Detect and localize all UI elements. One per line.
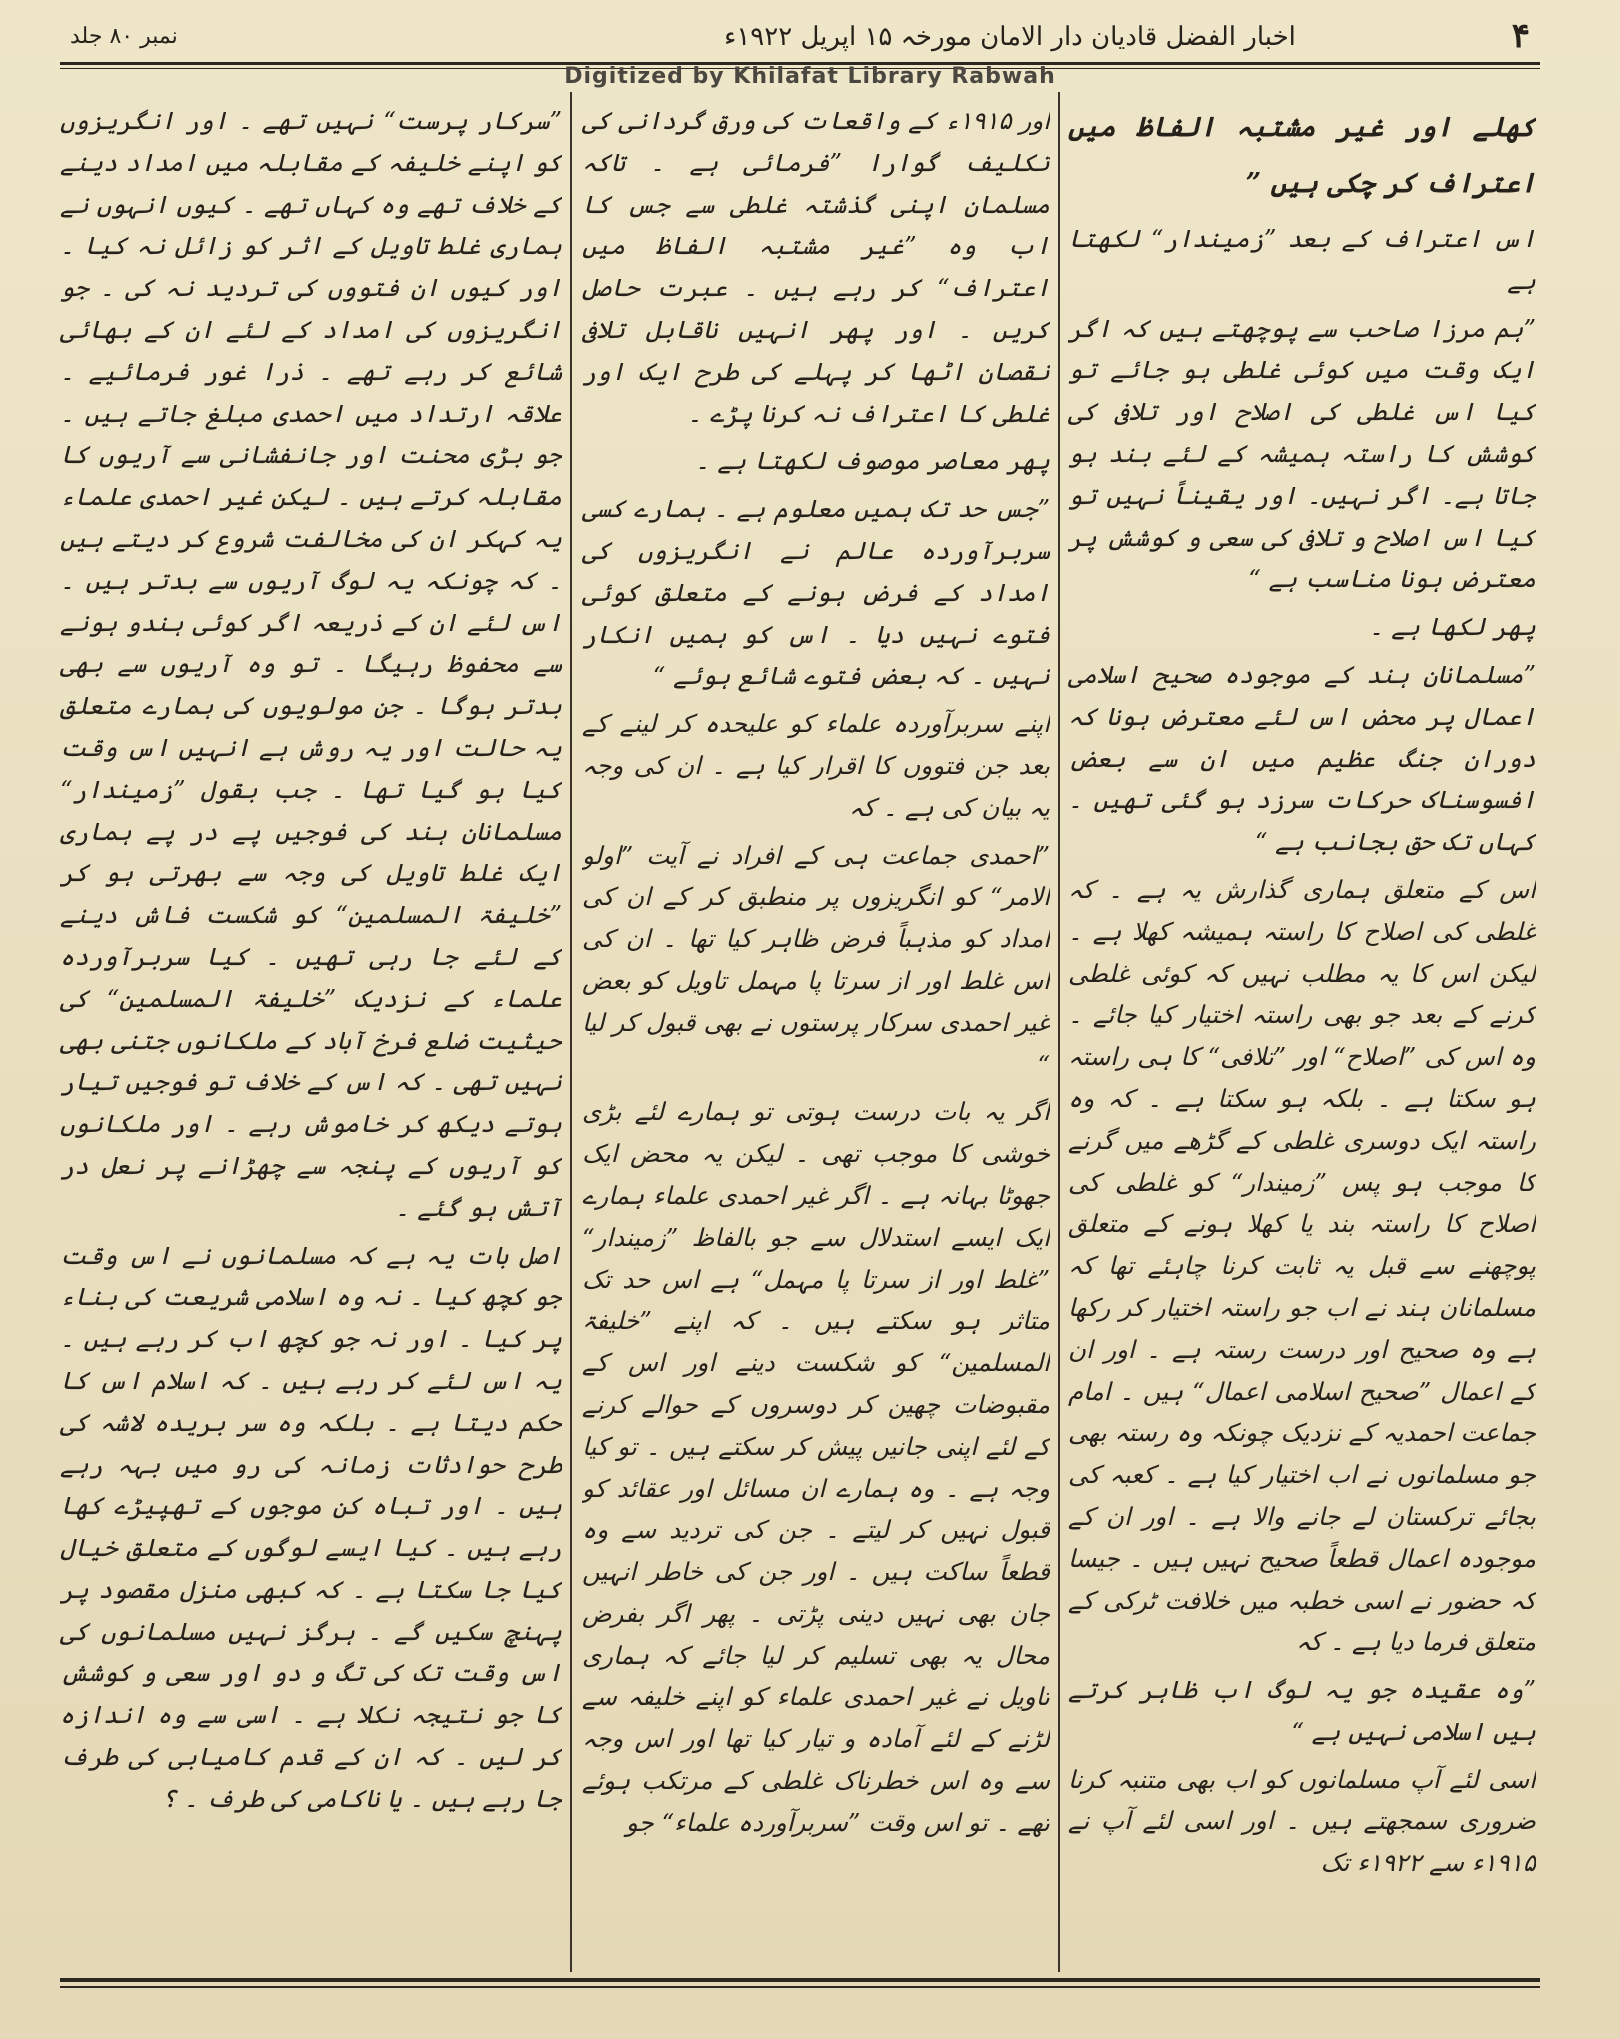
column-middle <box>582 100 1050 1970</box>
quote-paragraph: ”جس حد تک ہمیں معلوم ہے ۔ ہمارے کسی سربرآوردہ عالم نے انگریزوں کی امداد کے فرض ہونے کے متعلق کوئی فتوے نہیں دیا ۔ اس کو ہمیں انکار نہیں ۔ کہ بعض فتوے شائع ہوئے “ <box>582 494 1050 691</box>
paragraph: اگر یہ بات درست ہوتی تو ہمارے لئے بڑی خوشی کا موجب تھی ۔ لیکن یہ محض ایک جھوٹا بہانہ ہے ۔ اگر غیر احمدی علماء ہمارے ایک ایسے استدلال سے جو بالفاظ ”زمیندار“ ”غلط اور از سرتا پا مہمل“ ہے اس حد تک متاثر ہو سکتے ہیں ۔ کہ اپنے ”خلیفۃ المسلمین“ کو شکست دینے اور اس کے مقبوضات چھین کر دوسروں کے حوالے کرنے کے لئے اپنی جانیں پیش کر سکتے ہیں ۔ تو کیا وجہ ہے ۔ وہ ہمارے ان مسائل اور عقائد کو قبول نہیں کر لیتے ۔ جن کی تردید سے وہ قطعاً ساکت ہیں ۔ اور جن کی خاطر انہیں جان بھی نہیں دینی پڑتی ۔ پھر اگر بفرض محال یہ بھی تسلیم کر لیا جائے کہ ہماری تاویل نے غیر احمدی علماء کو اپنے خلیفہ سے لڑنے کے لئے آمادہ و تیار کیا تھا اور اس وجہ سے وہ اس خطرناک غلطی کے مرتکب ہوئے تھے ۔ تو اس وقت ”سربرآوردہ علماء“ جو <box>582 1097 1050 1837</box>
issue-number: نمبر ۸۰ جلد <box>70 24 178 49</box>
paragraph: اسی لئے آپ مسلمانوں کو اب بھی متنبہ کرنا ضروری سمجھتے ہیں ۔ اور اسی لئے آپ نے ۱۹۱۵ء سے ۱۹۲۲ء تک <box>1068 1764 1536 1878</box>
paragraph: اصل بات یہ ہے کہ مسلمانوں نے اس وقت جو کچھ کیا ۔ نہ وہ اسلامی شریعت کی بناء پر کیا ۔ اور نہ جو کچھ اب کر رہے ہیں ۔ یہ اس لئے کر رہے ہیں ۔ کہ اسلام اس کا حکم دیتا ہے ۔ بلکہ وہ سر بریدہ لاشہ کی طرح حوادثات زمانہ کی رو میں بہہ رہے ہیں ۔ اور تباہ کن موجوں کے تھپیڑے کھا رہے ہیں ۔ کیا ایسے لوگوں کے متعلق خیال کیا جا سکتا ہے ۔ کہ کبھی منزل مقصود پر پہنچ سکیں گے ۔ ہرگز نہیں مسلمانوں کی اس وقت تک کی تگ و دو اور سعی و کوشش کا جو نتیجہ نکلا ہے ۔ اسی سے وہ اندازہ کر لیں ۔ کہ ان کے قدم کامیابی کی طرف جا رہے ہیں ۔ یا ناکامی کی طرف ۔ ؟ <box>60 1240 562 1813</box>
quote-paragraph: ”ہم مرزا صاحب سے پوچھتے ہیں کہ اگر ایک وقت میں کوئی غلطی ہو جائے تو کیا اس غلطی کی اصلاح اور تلافی کی کوشش کا راستہ ہمیشہ کے لئے بند ہو جاتا ہے۔ اگر نہیں۔ اور یقیناً نہیں تو کیا اس اصلاح و تلافی کی سعی و کوشش پر معترض ہونا مناسب ہے “ <box>1068 313 1536 594</box>
paragraph: اس اعتراف کے بعد ”زمیندار“ لکھتا ہے <box>1068 224 1536 295</box>
quote-paragraph: ”مسلمانان ہند کے موجودہ صحیح اسلامی اعمال پر محض اس لئے معترض ہونا کہ دوران جنگ عظیم میں ان سے بعض افسوسناک حرکات سرزد ہو گئی تھیں ۔ کہاں تک حق بجانب ہے “ <box>1068 659 1536 857</box>
paragraph: اپنے سربرآوردہ علماء کو علیحدہ کر لینے کے بعد جن فتووں کا اقرار کیا ہے ۔ ان کی وجہ یہ بیان کی ہے ۔ کہ <box>582 709 1050 822</box>
column-left <box>60 100 562 1970</box>
page-number: ۴ <box>1511 16 1530 56</box>
column-right <box>1068 100 1536 1970</box>
paragraph: اس کے متعلق ہماری گذارش یہ ہے ۔ کہ غلطی کی اصلاح کا راستہ ہمیشہ کھلا ہے ۔ لیکن اس کا یہ مطلب نہیں کہ کوئی غلطی کرنے کے بعد جو بھی راستہ اختیار کیا جائے ۔ وہ اس کی ”اصلاح“ اور ”تلافی“ کا ہی راستہ ہو سکتا ہے ۔ بلکہ ہو سکتا ہے ۔ کہ وہ راستہ ایک دوسری غلطی کے گڑھے میں گرنے کا موجب ہو پس ”زمیندار“ کو غلطی کی اصلاح کا راستہ بند یا کھلا ہونے کے متعلق پوچھنے سے قبل یہ ثابت کرنا چاہئے تھا کہ مسلمانان ہند نے اب جو راستہ اختیار کر رکھا ہے وہ صحیح اور درست رستہ ہے ۔ اور ان کے اعمال ”صحیح اسلامی اعمال“ ہیں ۔ امام جماعت احمدیہ کے نزدیک چونکہ وہ رستہ بھی جو مسلمانوں نے اب اختیار کیا ہے ۔ کعبہ کی بجائے ترکستان لے جانے والا ہے ۔ اور ان کے موجودہ اعمال قطعاً صحیح نہیں ہیں ۔ جیسا کہ حضور نے اسی خطبہ میں خلافت ٹرکی کے متعلق فرما دیا ہے ۔ کہ <box>1068 874 1536 1657</box>
quote-paragraph: ”احمدی جماعت ہی کے افراد نے آیت ”اولو الامر“ کو انگریزوں پر منطبق کر کے ان کی امداد کو مذہباً فرض ظاہر کیا تھا ۔ ان کی اس غلط اور از سرتا پا مہمل تاویل کو بعض غیر احمدی سرکار پرستوں نے بھی قبول کر لیا “ <box>582 840 1050 1079</box>
paragraph: پھر معاصر موصوف لکھتا ہے ۔ <box>695 446 1050 476</box>
paragraph: ”سرکار پرست“ نہیں تھے ۔ اور انگریزوں کو اپنے خلیفہ کے مقابلہ میں امداد دینے کے خلاف تھے وہ کہاں تھے ۔ کیوں انہوں نے ہماری غلط تاویل کے اثر کو زائل نہ کیا ۔ اور کیوں ان فتووں کی تردید نہ کی ۔ جو انگریزوں کی امداد کے لئے ان کے بھائی شائع کر رہے تھے ۔ ذرا غور فرمائیے ۔ علاقہ ارتداد میں احمدی مبلغ جاتے ہیں ۔ جو بڑی محنت اور جانفشانی سے آریوں کا مقابلہ کرتے ہیں ۔ لیکن غیر احمدی علماء یہ کہکر ان کی مخالفت شروع کر دیتے ہیں ۔ کہ چونکہ یہ لوگ آریوں سے بدتر ہیں ۔ اس لئے ان کے ذریعہ اگر کوئی ہندو ہونے سے محفوظ رہیگا ۔ تو وہ آریوں سے بھی بدتر ہوگا ۔ جن مولویوں کی ہمارے متعلق یہ حالت اور یہ روش ہے انہیں اس وقت کیا ہو گیا تھا ۔ جب بقول ”زمیندار“ مسلمانان ہند کی فوجیں پے در پے ہماری ایک غلط تاویل کی وجہ سے بھرتی ہو کر ”خلیفۃ المسلمین“ کو شکست فاش دینے کے لئے جا رہی تھیں ۔ کیا سربرآوردہ علماء کے نزدیک ”خلیفۃ المسلمین“ کی حیثیت ضلع فرخ آباد کے ملکانوں جتنی بھی نہیں تھی ۔ کہ اس کے خلاف تو فوجیں تیار ہوتے دیکھ کر خاموش رہے ۔ اور ملکانوں کو آریوں کے پنجہ سے چھڑانے پر نعل در آتش ہو گئے ۔ <box>60 106 562 1222</box>
masthead-line: اخبار الفضل قادیان دار الامان مورخہ ۱۵ اپریل ۱۹۲۲ء <box>724 22 1296 52</box>
column-divider-right <box>1058 92 1060 1972</box>
column-divider-left <box>570 92 572 1972</box>
footer-rule-thin <box>60 1986 1540 1988</box>
digitization-watermark: Digitized by Khilafat Library Rabwah <box>564 64 1056 89</box>
page-header <box>60 14 1540 58</box>
quote-paragraph: ”وہ عقیدہ جو یہ لوگ اب ظاہر کرتے ہیں اسلامی نہیں ہے “ <box>1068 1675 1536 1746</box>
footer-rule <box>60 1978 1540 1982</box>
paragraph: اور ۱۹۱۵ء کے واقعات کی ورق گردانی کی تکلیف گوارا ”فرمائی ہے ۔ تاکہ مسلمان اپنی گذشتہ غلطی سے جس کا اب وہ ”غیر مشتبہ الفاظ میں اعتراف“ کر رہے ہیں ۔ عبرت حاصل کریں ۔ اور پھر انہیں ناقابل تلافی نقصان اٹھا کر پہلے کی طرح ایک اور غلطی کا اعتراف نہ کرنا پڑے ۔ <box>582 106 1050 428</box>
paragraph: پھر لکھا ہے ۔ <box>1369 612 1536 642</box>
paragraph: کھلے اور غیر مشتبہ الفاظ میں اعتراف کر چکی ہیں ” <box>1068 112 1536 199</box>
